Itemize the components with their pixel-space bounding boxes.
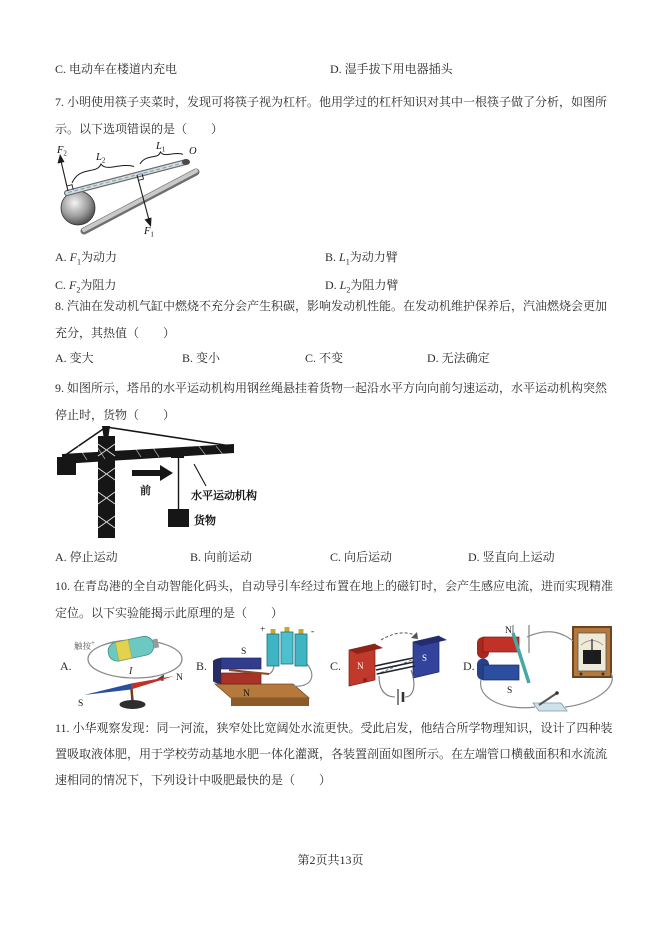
q8-option-a: A. 变大	[55, 351, 94, 365]
label-s: S	[507, 686, 513, 696]
q11-text	[55, 715, 613, 793]
magnet-bottom-arm	[221, 673, 261, 684]
oersted-experiment-figure	[72, 627, 210, 715]
q9-option-b: B. 向前运动	[190, 550, 253, 564]
q11-line-1: 11. 小华观察发现：同一河流，狭窄处比宽阔处水流更快。受此启发，他结合所学物理知识，设计了四种装	[55, 721, 613, 735]
q9-option-c: C. 向后运动	[330, 550, 393, 564]
forward-arrow-icon	[132, 465, 173, 481]
q7-option-d: D. $L_2$为阻力臂	[325, 278, 399, 295]
q6-option-d: D. 湿手拔下用电器插头	[330, 62, 453, 76]
label-n: N	[505, 626, 512, 636]
label-o: O	[189, 146, 197, 157]
label-n: N	[243, 689, 250, 699]
page-number-footer: 第2页共13页	[297, 853, 364, 867]
label-s: S	[78, 699, 84, 709]
q10-label-a: A.	[60, 659, 72, 673]
magnet-cap	[213, 658, 221, 684]
force-f2-arrow	[61, 161, 68, 191]
label-l2: $L_2$	[96, 152, 106, 165]
battery-pack	[267, 627, 307, 666]
coil	[375, 658, 415, 674]
induction-experiment-figure	[477, 623, 623, 718]
magnet-bottom-arm	[483, 665, 519, 680]
q8-text	[55, 293, 607, 347]
food-ball	[61, 191, 95, 225]
q10-label-c: C.	[330, 659, 342, 673]
q9-option-d: D. 竖直向上运动	[468, 550, 555, 564]
q9-text	[55, 375, 607, 429]
q8-option-b: B. 变小	[182, 351, 221, 365]
q7-line-2: 示。以下选项错误的是（ ）	[55, 122, 224, 136]
q7-option-b: B. $L_1$为动力臂	[325, 250, 398, 267]
switch	[533, 691, 567, 711]
motor-coil-experiment-figure	[345, 626, 457, 712]
wire-right	[293, 664, 312, 686]
cargo-box	[168, 509, 189, 527]
label-plus: +	[260, 625, 266, 635]
label-mechanism: 水平运动机构	[191, 490, 257, 502]
q9-line-1: 9. 如图所示，塔吊的水平运动机构用钢丝绳悬挂着货物一起沿水平方向向前匀速运动，水平运动机构突然	[55, 381, 608, 395]
wire-swing-experiment-figure	[213, 624, 331, 716]
wire-left	[379, 676, 395, 697]
label-s: S	[241, 647, 247, 657]
q11-line-3: 速相同的情况下，下列设计中吸肥最快的是（ ）	[55, 773, 332, 787]
label-current: I	[129, 666, 133, 677]
q11-line-2: 置吸取液体肥，用于学校劳动基地水肥一体化灌溉，各装置剖面如图所示。在左端管口横截面积和水流流	[55, 747, 608, 761]
q8-option-d: D. 无法确定	[427, 351, 490, 365]
q10-line-2: 定位。以下实验能揭示此原理的是（ ）	[55, 606, 284, 620]
q8-line-1: 8. 汽油在发动机气缸中燃烧不充分会产生积碳，影响发动机性能。在发动机维护保养后，汽油燃烧会更加	[55, 299, 608, 313]
needle-stand	[132, 689, 133, 701]
wire-top	[527, 632, 573, 641]
label-cargo: 货物	[194, 515, 216, 527]
crane-figure	[48, 424, 293, 546]
q7-line-1: 7. 小明使用筷子夹菜时，发现可将筷子视为杠杆。他用学过的杠杆知识对其中一根筷子做了分析，如图所	[55, 95, 608, 109]
q9-option-a: A. 停止运动	[55, 550, 118, 564]
wire-right	[405, 670, 414, 697]
label-l1: $L_1$	[156, 141, 166, 154]
q8-line-2: 充分，其热值（ ）	[55, 326, 176, 340]
label-n: N	[357, 661, 364, 671]
q7-text	[55, 89, 607, 143]
q8-option-c: C. 不变	[305, 351, 344, 365]
q6-option-c: C. 电动车在楼道内充电	[55, 62, 178, 76]
q10-text	[55, 573, 613, 627]
q10-label-d: D.	[463, 659, 475, 673]
label-front: 前	[140, 485, 151, 497]
wire-right	[565, 673, 612, 707]
label-n: N	[176, 673, 183, 683]
rotation-arrowhead	[411, 632, 418, 639]
wood-board-front	[231, 698, 309, 706]
label-battery-touch: 触按+	[74, 639, 95, 651]
label-s: S	[422, 653, 428, 663]
magnet-top-arm	[221, 658, 261, 669]
stand-base	[120, 700, 146, 709]
battery	[106, 634, 160, 663]
compass-needle-south	[84, 684, 131, 696]
label-minus: -	[311, 627, 315, 637]
q10-line-1: 10. 在青岛港的全自动智能化码头，自动导引车经过布置在地上的磁钉时，会产生感应电流，进而实现精准	[55, 579, 614, 593]
label-f2: $F_2$	[57, 145, 67, 158]
label-f1: $F_1$	[144, 226, 154, 237]
q7-option-a: A. $F_1$为动力	[55, 250, 118, 267]
pivot	[363, 678, 367, 682]
q7-option-c: C. $F_2$为阻力	[55, 278, 117, 295]
pointer-line	[194, 464, 206, 486]
q9-line-2: 停止时，货物（ ）	[55, 408, 176, 422]
galvanometer	[573, 627, 611, 677]
switch-knob	[555, 691, 559, 695]
rotation-arrow	[381, 633, 415, 640]
lever-figure	[40, 141, 210, 237]
q10-label-b: B.	[196, 659, 208, 673]
fulcrum-end	[182, 159, 190, 165]
